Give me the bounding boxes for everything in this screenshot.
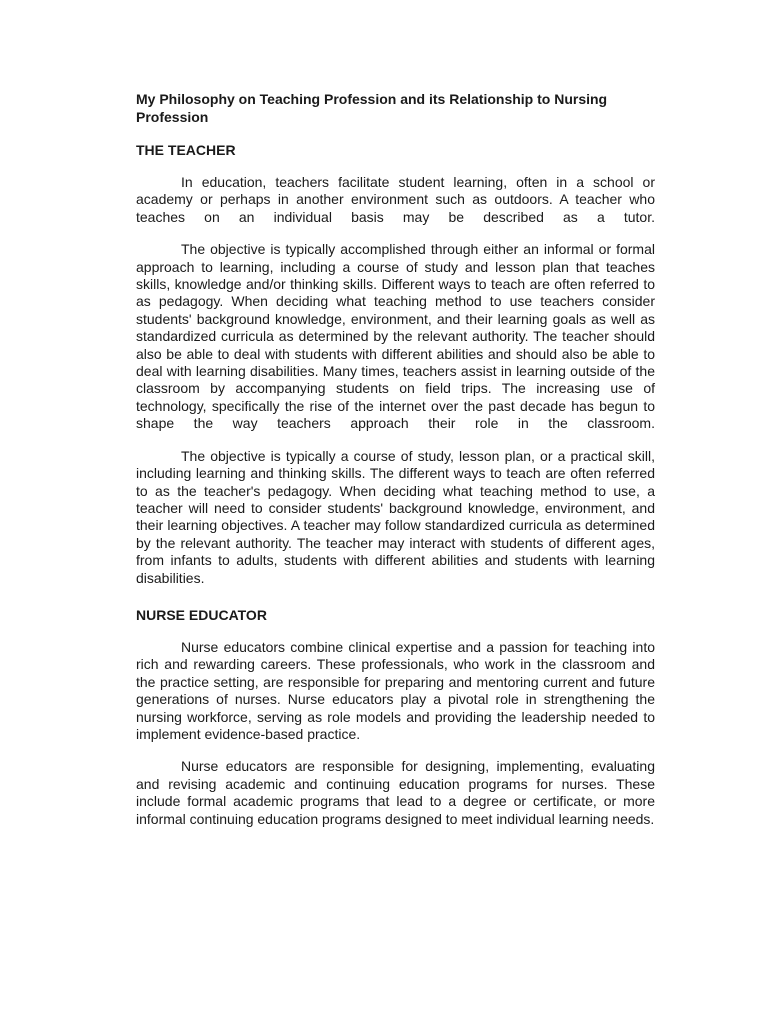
nurse-educator-paragraph-2: Nurse educators are responsible for designing, implementing, evaluating and revising academic and continuing education programs for nurses. These include formal academic programs that lead to a degree or certificate, or more informal continuing education programs designed to meet individual learning needs. <box>136 758 655 827</box>
section-nurse-educator <box>136 606 655 828</box>
teacher-paragraph-1: In education, teachers facilitate student learning, often in a school or academy or perhaps in another environment such as outdoors. A teacher who teaches on an individual basis may be described as a tutor. <box>136 174 655 225</box>
section-teacher <box>136 141 655 587</box>
section-heading-nurse-educator: NURSE EDUCATOR <box>136 606 267 623</box>
teacher-paragraph-3: The objective is typically a course of study, lesson plan, or a practical skill, including learning and thinking skills. The different ways to teach are often referred to as the teacher's pedagogy. When deciding what teaching method to use, a teacher will need to consider students' background knowledge, environment, and their learning objectives. A teacher may follow standardized curricula as determined by the relevant authority. The teacher may interact with students of different ages, from infants to adults, students with different abilities and students with learning disabilities. <box>136 447 655 586</box>
nurse-educator-paragraph-1: Nurse educators combine clinical expertise and a passion for teaching into rich and rewarding careers. These professionals, who work in the classroom and the practice setting, are responsible for preparing and mentoring current and future generations of nurses. Nurse educators play a pivotal role in strengthening the nursing workforce, serving as role models and providing the leadership needed to implement evidence-based practice. <box>136 638 655 742</box>
document-title: My Philosophy on Teaching Profession and its Relationship to Nursing Profession <box>136 91 608 125</box>
document-page <box>136 90 655 843</box>
section-heading-teacher: THE TEACHER <box>136 142 236 158</box>
teacher-paragraph-2: The objective is typically accomplished through either an informal or formal approach to learning, including a course of study and lesson plan that teaches skills, knowledge and/or thinking skills. Different ways to teach are often referred to as pedagogy. When deciding what teaching method to use teachers consider students' background knowledge, environment, and their learning goals as well as standardized curricula as determined by the relevant authority. The teacher should also be able to deal with students with different abilities and should also be able to deal with learning disabilities. Many times, teachers assist in learning outside of the classroom by accompanying students on field trips. The increasing use of technology, specifically the rise of the internet over the past decade has begun to shape the way teachers approach their role in the classroom. <box>136 241 655 432</box>
